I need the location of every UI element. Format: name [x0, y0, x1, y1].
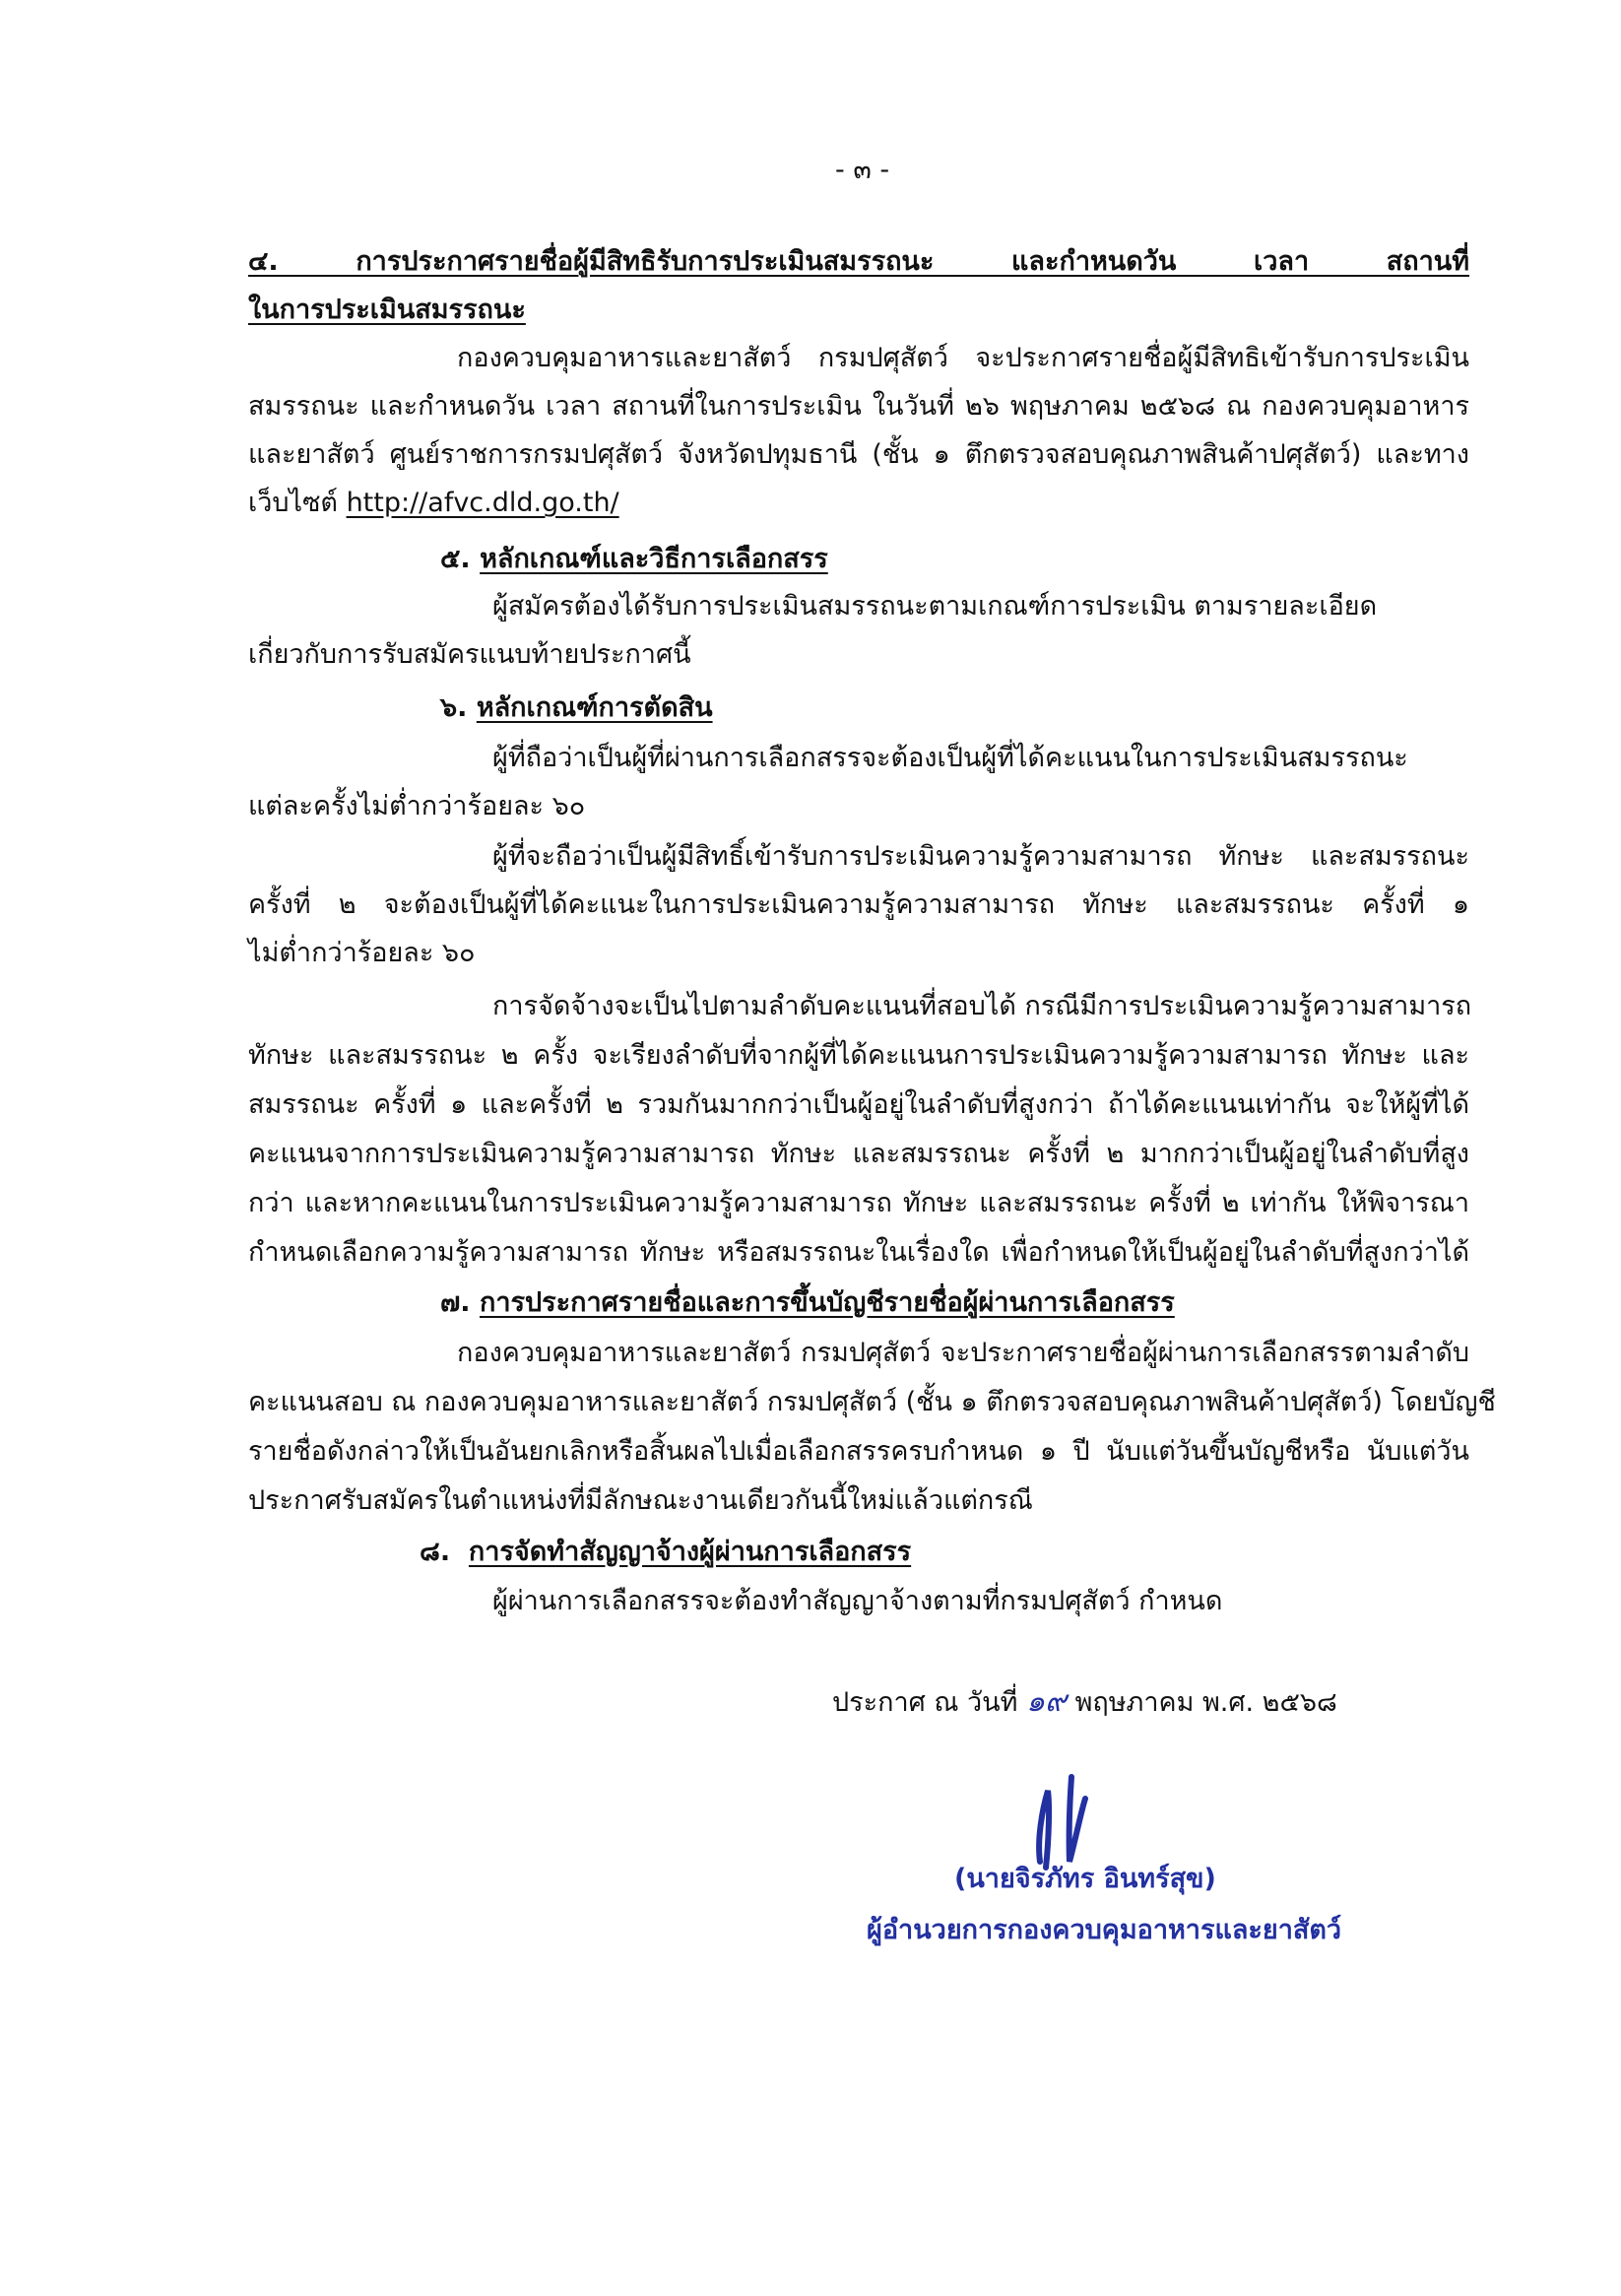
sec6-para3-line6: กำหนดเลือกความรู้ความสามารถ ทักษะ หรือสมรรถนะในเรื่องใด เพื่อกำหนดให้เป็นผู้อยู่ในลำดับที่สูงกว่าได้ [248, 1237, 1469, 1268]
announce-suffix: พฤษภาคม พ.ศ. ๒๕๖๘ [1067, 1687, 1337, 1718]
sec6-para2-line2: ครั้งที่ ๒ จะต้องเป็นผู้ที่ได้คะแนะในการประเมินความรู้ความสามารถ ทักษะ และสมรรถนะ ครั้งที่ ๑ [248, 889, 1469, 920]
sec7-number: ๗. [440, 1287, 471, 1318]
sec8-heading [420, 1531, 1469, 1574]
sec5-title: หลักเกณฑ์และวิธีการเลือกสรร [480, 544, 828, 574]
sec6-title: หลักเกณฑ์การตัดสิน [476, 692, 713, 723]
sec6-number: ๖. [440, 692, 468, 723]
sec6-para1-line1: ผู้ที่ถือว่าเป็นผู้ที่ผ่านการเลือกสรรจะต้องเป็นผู้ที่ได้คะแนนในการประเมินสมรรถนะ [492, 743, 1408, 773]
sec4-heading-line1: ๔. การประกาศรายชื่อผู้มีสิทธิรับการประเมินสมรรถนะ และกำหนดวัน เวลา สถานที่ [248, 246, 1469, 277]
sec6-para3-line4: คะแนนจากการประเมินความรู้ความสามารถ ทักษะ และสมรรถนะ ครั้งที่ ๒ มากกว่าเป็นผู้อยู่ในลำดับที่สูง [248, 1139, 1469, 1169]
sec7-para-line4: ประกาศรับสมัครในตำแหน่งที่มีลักษณะงานเดียวกันนี้ใหม่แล้วแต่กรณี [248, 1485, 1033, 1516]
sec7-para-line1: กองควบคุมอาหารและยาสัตว์ กรมปศุสัตว์ จะประกาศรายชื่อผู้ผ่านการเลือกสรรตามลำดับ [457, 1338, 1469, 1368]
sec6-para2-line1: ผู้ที่จะถือว่าเป็นผู้มีสิทธิ์เข้ารับการประเมินความรู้ความสามารถ ทักษะ และสมรรถนะ [492, 841, 1469, 872]
sec6-para2-line3: ไม่ต่ำกว่าร้อยละ ๖๐ [248, 938, 476, 968]
announce-prefix: ประกาศ ณ วันที่ [832, 1687, 1027, 1718]
sec4-para-line2: สมรรถนะ และกำหนดวัน เวลา สถานที่ในการประเมิน ในวันที่ ๒๖ พฤษภาคม ๒๕๖๘ ณ กองควบคุมอาหาร [248, 391, 1469, 422]
sec8-number: ๘. [420, 1537, 451, 1567]
website-link[interactable]: http://afvc.dld.go.th/ [346, 488, 619, 518]
sec4-para-line4 [248, 482, 1469, 525]
sec6-para1-line2: แต่ละครั้งไม่ต่ำกว่าร้อยละ ๖๐ [248, 791, 586, 821]
sec6-heading [440, 687, 1469, 730]
signer-name: (นายจิรภัทร อินทร์สุข) [954, 1864, 1216, 1894]
sec6-para3-line3: สมรรถนะ ครั้งที่ ๑ และครั้งที่ ๒ รวมกันมากกว่าเป็นผู้อยู่ในลำดับที่สูงกว่า ถ้าได้คะแนนเท่ากัน จะให้ผู้ที่ได้ [248, 1089, 1469, 1120]
page-number: - ๓ - [835, 155, 890, 185]
sec6-para3-line5: กว่า และหากคะแนนในการประเมินความรู้ความสามารถ ทักษะ และสมรรถนะ ครั้งที่ ๒ เท่ากัน ให้พิจารณา [248, 1188, 1469, 1218]
website-label: เว็บไซต์ [248, 488, 347, 518]
sec8-title: การจัดทำสัญญาจ้างผู้ผ่านการเลือกสรร [468, 1537, 912, 1567]
sec4-para-line1: กองควบคุมอาหารและยาสัตว์ กรมปศุสัตว์ จะประกาศรายชื่อผู้มีสิทธิเข้ารับการประเมิน [457, 343, 1469, 373]
sec5-para-line1: ผู้สมัครต้องได้รับการประเมินสมรรถนะตามเกณฑ์การประเมิน ตามรายละเอียด [492, 591, 1378, 622]
sec7-para-line2: คะแนนสอบ ณ กองควบคุมอาหารและยาสัตว์ กรมปศุสัตว์ (ชั้น ๑ ตึกตรวจสอบคุณภาพสินค้าปศุสัตว์) โดยบัญชี [248, 1387, 1496, 1417]
sec5-number: ๕. [440, 544, 471, 574]
sec4-heading-line2: ในการประเมินสมรรถนะ [248, 295, 526, 325]
sec8-para-line1: ผู้ผ่านการเลือกสรรจะต้องทำสัญญาจ้างตามที่กรมปศุสัตว์ กำหนด [492, 1586, 1223, 1616]
sec7-heading [440, 1281, 1469, 1325]
sec6-para3-line2: ทักษะ และสมรรถนะ ๒ ครั้ง จะเรียงลำดับที่จากผู้ที่ได้คะแนนการประเมินความรู้ความสามารถ ทักษะ และ [248, 1040, 1469, 1071]
sec5-para-line2: เกี่ยวกับการรับสมัครแนบท้ายประกาศนี้ [248, 639, 691, 670]
sec4-para-line3: และยาสัตว์ ศูนย์ราชการกรมปศุสัตว์ จังหวัดปทุมธานี (ชั้น ๑ ตึกตรวจสอบคุณภาพสินค้าปศุสัตว์) และทาง [248, 439, 1469, 470]
announce-day: ๑๙ [1026, 1684, 1068, 1719]
sec7-para-line3: รายชื่อดังกล่าวให้เป็นอันยกเลิกหรือสิ้นผลไปเมื่อเลือกสรรครบกำหนด ๑ ปี นับแต่วันขึ้นบัญชีหรือ นับแต่วัน [248, 1436, 1469, 1467]
sec7-title: การประกาศรายชื่อและการขึ้นบัญชีรายชื่อผู้ผ่านการเลือกสรร [479, 1287, 1175, 1318]
signer-position: ผู้อำนวยการกองควบคุมอาหารและยาสัตว์ [867, 1915, 1342, 1945]
sec6-para3-line1: การจัดจ้างจะเป็นไปตามลำดับคะแนนที่สอบได้ กรณีมีการประเมินความรู้ความสามารถ [492, 991, 1472, 1021]
sec5-heading [440, 538, 1469, 581]
announce-date [832, 1680, 1469, 1725]
